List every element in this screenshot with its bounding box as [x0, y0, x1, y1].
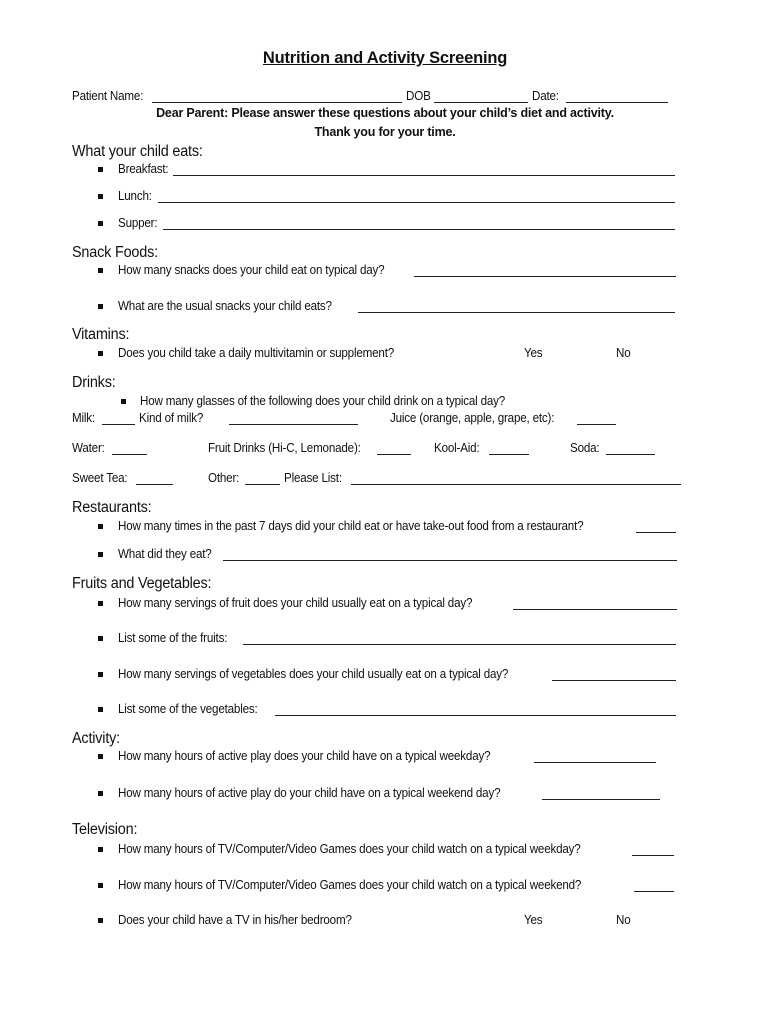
bullet-icon	[98, 304, 103, 309]
vegetables-q2: List some of the vegetables:	[118, 702, 258, 716]
drinks-q1: How many glasses of the following does your child drink on a typical day?	[140, 394, 506, 408]
activity-q2-field[interactable]	[542, 799, 660, 800]
bullet-icon	[98, 707, 103, 712]
bullet-icon	[98, 351, 103, 356]
bullet-icon	[98, 601, 103, 606]
section-title-vitamins: Vitamins:	[72, 326, 130, 343]
dob-label: DOB	[406, 89, 431, 103]
snacks-q1: How many snacks does your child eat on typical day?	[118, 263, 385, 277]
bullet-icon	[98, 847, 103, 852]
patient-name-field[interactable]	[152, 102, 402, 103]
bullet-icon	[121, 399, 126, 404]
breakfast-label: Breakfast:	[118, 162, 169, 176]
bullet-icon	[98, 524, 103, 529]
restaurants-q1: How many times in the past 7 days did your child eat or have take-out food from a restaurant?	[118, 519, 584, 533]
bullet-icon	[98, 672, 103, 677]
vegetables-q1-field[interactable]	[552, 680, 676, 681]
other-field[interactable]	[245, 484, 280, 485]
vegetables-q1: How many servings of vegetables does your child usually eat on a typical day?	[118, 667, 509, 681]
bullet-icon	[98, 552, 103, 557]
supper-field[interactable]	[163, 229, 675, 230]
section-title-drinks: Drinks:	[72, 374, 116, 391]
activity-q1-field[interactable]	[534, 762, 656, 763]
snacks-q2-field[interactable]	[358, 312, 675, 313]
form-title: Nutrition and Activity Screening	[262, 49, 508, 67]
section-title-television: Television:	[72, 821, 138, 838]
other-label: Other:	[208, 471, 240, 485]
date-field[interactable]	[566, 102, 668, 103]
breakfast-field[interactable]	[173, 175, 675, 176]
fruits-q1-field[interactable]	[513, 609, 677, 610]
koolaid-field[interactable]	[489, 454, 529, 455]
vegetables-q2-field[interactable]	[275, 715, 676, 716]
date-label: Date:	[532, 89, 559, 103]
restaurants-q2-field[interactable]	[223, 560, 677, 561]
section-title-eats: What your child eats:	[72, 143, 203, 160]
bullet-icon	[98, 268, 103, 273]
television-q1-field[interactable]	[632, 855, 674, 856]
television-q1: How many hours of TV/Computer/Video Games does your child watch on a typical weekday?	[118, 842, 581, 856]
juice-field[interactable]	[577, 424, 616, 425]
restaurants-q2: What did they eat?	[118, 547, 212, 561]
bullet-icon	[98, 194, 103, 199]
soda-label: Soda:	[570, 441, 600, 455]
bullet-icon	[98, 754, 103, 759]
please-list-label: Please List:	[284, 471, 342, 485]
fruits-q1: How many servings of fruit does your child usually eat on a typical day?	[118, 596, 473, 610]
bullet-icon	[98, 791, 103, 796]
television-yes-option[interactable]: Yes	[524, 913, 543, 927]
section-title-restaurants: Restaurants:	[72, 499, 152, 516]
fruit-drinks-label: Fruit Drinks (Hi-C, Lemonade):	[208, 441, 361, 455]
restaurants-q1-field[interactable]	[636, 532, 676, 533]
vitamins-no-option[interactable]: No	[616, 346, 631, 360]
television-q3: Does your child have a TV in his/her bedroom?	[118, 913, 352, 927]
dob-field[interactable]	[434, 102, 528, 103]
milk-label: Milk:	[72, 411, 95, 425]
bullet-icon	[98, 221, 103, 226]
television-q2: How many hours of TV/Computer/Video Games does your child watch on a typical weekend?	[118, 878, 582, 892]
section-title-activity: Activity:	[72, 730, 120, 747]
kind-of-milk-label: Kind of milk?	[139, 411, 204, 425]
lunch-label: Lunch:	[118, 189, 152, 203]
section-title-snacks: Snack Foods:	[72, 244, 158, 261]
water-label: Water:	[72, 441, 105, 455]
snacks-q2: What are the usual snacks your child eats?	[118, 299, 332, 313]
fruits-q2: List some of the fruits:	[118, 631, 228, 645]
vitamins-q1: Does you child take a daily multivitamin or supplement?	[118, 346, 395, 360]
soda-field[interactable]	[606, 454, 655, 455]
dear-parent-text: Dear Parent: Please answer these questions about your child’s diet and activity.	[156, 106, 614, 120]
vitamins-yes-option[interactable]: Yes	[524, 346, 543, 360]
water-field[interactable]	[112, 454, 147, 455]
snacks-q1-field[interactable]	[414, 276, 676, 277]
sweet-tea-field[interactable]	[136, 484, 173, 485]
juice-label: Juice (orange, apple, grape, etc):	[390, 411, 555, 425]
activity-q1: How many hours of active play does your child have on a typical weekday?	[118, 749, 491, 763]
sweet-tea-label: Sweet Tea:	[72, 471, 128, 485]
please-list-field[interactable]	[351, 484, 681, 485]
bullet-icon	[98, 918, 103, 923]
bullet-icon	[98, 167, 103, 172]
television-q2-field[interactable]	[634, 891, 674, 892]
bullet-icon	[98, 636, 103, 641]
milk-field[interactable]	[102, 424, 135, 425]
bullet-icon	[98, 883, 103, 888]
television-no-option[interactable]: No	[616, 913, 631, 927]
supper-label: Supper:	[118, 216, 158, 230]
koolaid-label: Kool-Aid:	[434, 441, 480, 455]
patient-name-label: Patient Name:	[72, 89, 144, 103]
lunch-field[interactable]	[158, 202, 675, 203]
activity-q2: How many hours of active play do your child have on a typical weekend day?	[118, 786, 501, 800]
kind-of-milk-field[interactable]	[229, 424, 358, 425]
fruit-drinks-field[interactable]	[377, 454, 411, 455]
section-title-fruits-veg: Fruits and Vegetables:	[72, 575, 212, 592]
thanks-text: Thank you for your time.	[314, 125, 456, 139]
fruits-q2-field[interactable]	[243, 644, 676, 645]
